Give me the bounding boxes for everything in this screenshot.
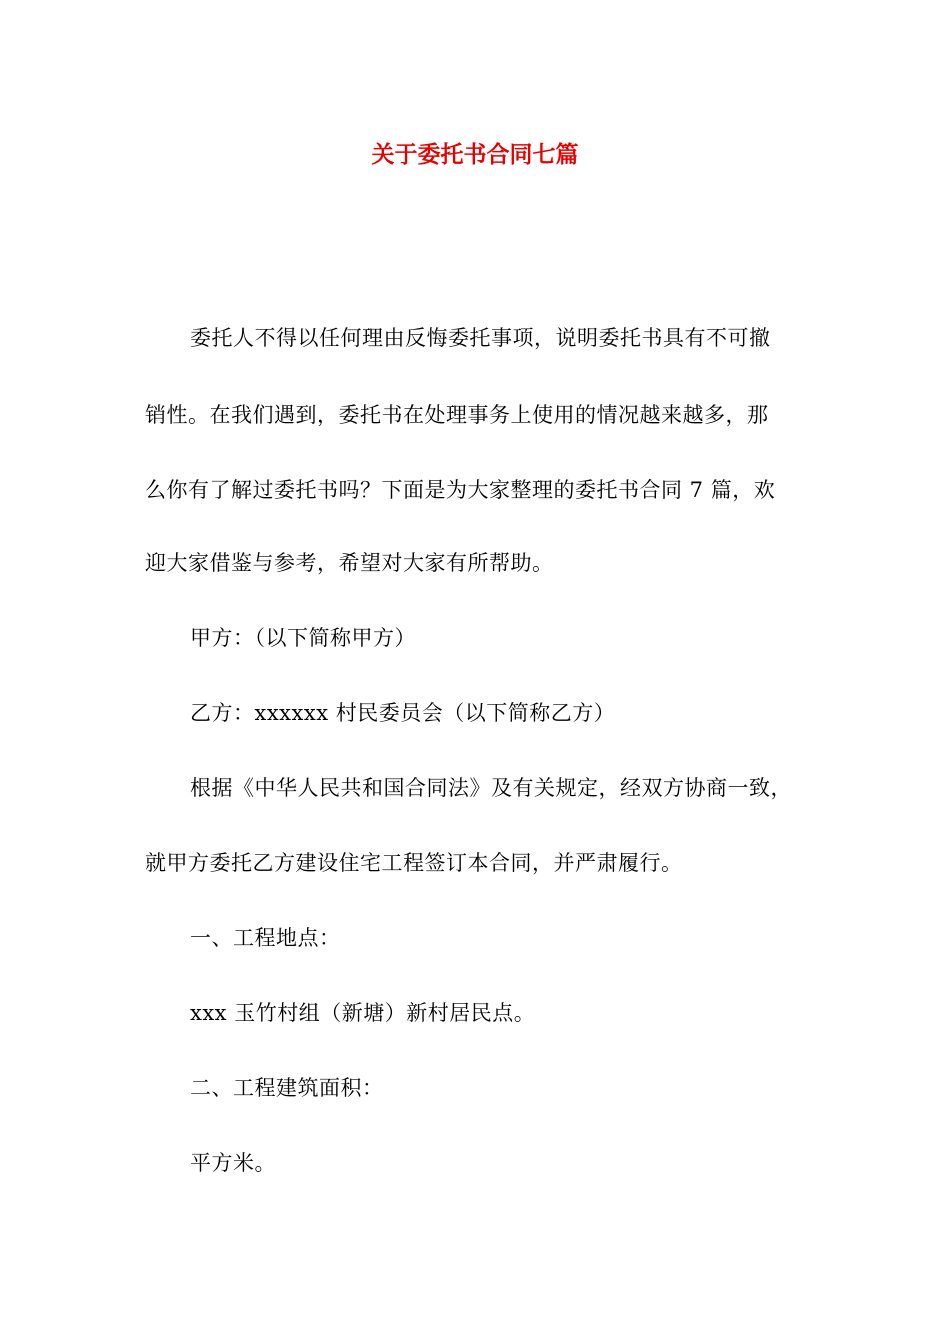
- paragraph-line: 销性。在我们遇到，委托书在处理事务上使用的情况越来越多，那: [145, 403, 769, 427]
- paragraph-line: 就甲方委托乙方建设住宅工程签订本合同，并严肃履行。: [145, 851, 683, 875]
- document-title: 关于委托书合同七篇: [371, 141, 579, 168]
- paragraph-line: 平方米。: [190, 1151, 276, 1175]
- paragraph-line: xxx 玉竹村组（新塘）新村居民点。: [190, 1001, 536, 1025]
- paragraph-line: 根据《中华人民共和国合同法》及有关规定，经双方协商一致，: [190, 776, 792, 800]
- section-heading: 二、工程建筑面积：: [190, 1076, 384, 1100]
- paragraph-line: 迎大家借鉴与参考，希望对大家有所帮助。: [145, 551, 554, 575]
- paragraph-line: 委托人不得以任何理由反悔委托事项，说明委托书具有不可撤: [190, 326, 771, 350]
- paragraph-line: 么你有了解过委托书吗？下面是为大家整理的委托书合同 7 篇，欢: [145, 478, 776, 502]
- paragraph-line: 乙方：xxxxxx 村民委员会（以下简称乙方）: [190, 701, 616, 725]
- paragraph-line: 甲方：（以下简称甲方）: [190, 626, 416, 650]
- section-heading: 一、工程地点：: [190, 926, 341, 950]
